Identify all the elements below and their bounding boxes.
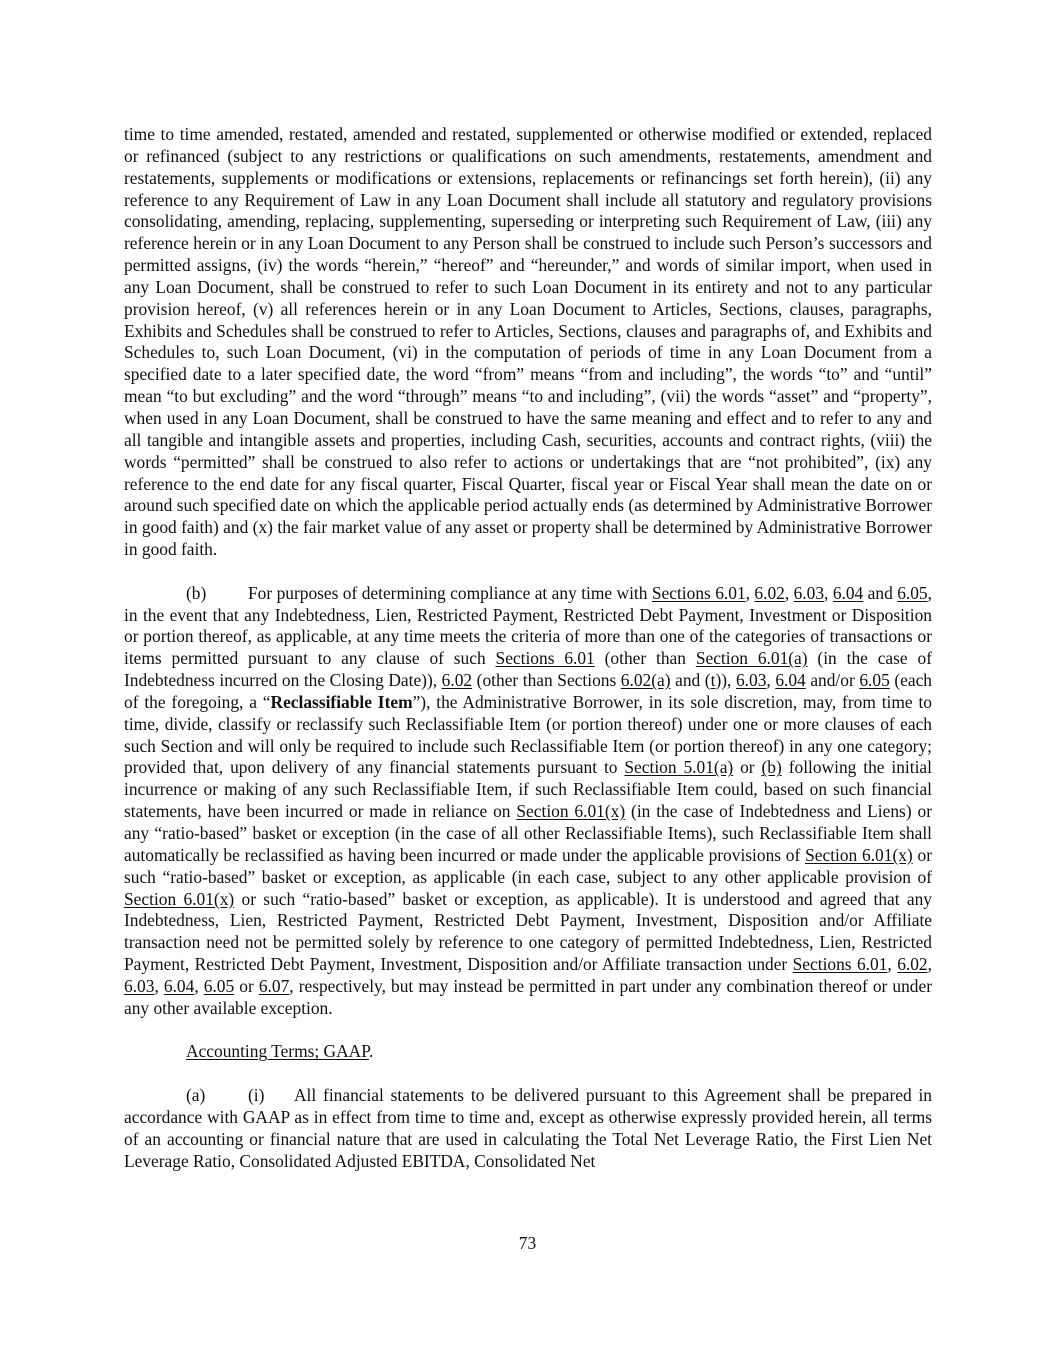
text-run: , <box>824 582 833 603</box>
clause-label-b: (b) <box>186 582 207 603</box>
section-heading-punct: . <box>368 1041 374 1062</box>
section-reference: 6.04 <box>832 582 864 603</box>
text-run: (other than Sections <box>472 670 621 691</box>
section-reference: Sections 6.01 <box>495 648 595 669</box>
text-run: or such “ratio-based” basket or exception, as applicable (in each case, subject to any other applicable provision of <box>124 844 932 887</box>
section-reference: Section 6.01(x) <box>805 844 913 865</box>
section-reference: Sections 6.01 <box>792 954 888 975</box>
paragraph-gap <box>124 1020 932 1042</box>
section-reference: 6.03 <box>735 670 767 691</box>
defined-term: Reclassifiable Item <box>270 691 413 712</box>
section-heading-title: Accounting Terms; GAAP <box>186 1041 369 1062</box>
section-reference: (b) <box>761 757 782 778</box>
text-run: and ( <box>670 670 711 691</box>
text-run: or such “ratio-based” basket or exception, as applicable). It is understood and agreed that any Indebtedness, Lien, Restricted Payment, Restricted Debt Payment, Investment, Disposition and/or Affiliate transaction need not be permitted solely by reference to one category of permitted Indebtedness, Lien, Restricted Payment, Restricted Debt Payment, Investment, Disposition and/or Affiliate transaction under <box>124 888 932 975</box>
document-page <box>124 124 932 1173</box>
section-reference: 6.04 <box>775 670 806 691</box>
section-reference: 6.02 <box>441 670 473 691</box>
text-run: , <box>766 670 776 691</box>
text-run: ”), the Administrative Borrower, in its sole discretion, may, from time to time, divide, classify or reclassify such Reclassifiable Item (or portion thereof) under one or more clauses of each such Section and will only be required to include such Reclassifiable Item (or portion thereof) in any one category; provided that, upon delivery of any financial statements pursuant to <box>124 691 932 778</box>
paragraph-gap <box>124 1063 932 1085</box>
page-number: 73 <box>518 1233 537 1253</box>
paragraph-a <box>124 1085 932 1172</box>
section-reference: 6.05 <box>897 582 928 603</box>
section-reference: Section 6.01(x) <box>516 801 626 822</box>
section-reference: t <box>710 670 716 691</box>
text-run: , respectively, but may instead be permitted in part under any combination thereof or under any other available exception. <box>124 975 932 1018</box>
section-reference: 6.03 <box>793 582 825 603</box>
text-run: )), <box>715 670 736 691</box>
text-run: or <box>733 757 762 778</box>
text-run: (other than <box>594 648 696 669</box>
paragraph-continuation: time to time amended, restated, amended and restated, supplemented or otherwise modified or extended, replaced or refinanced (subject to any restrictions or qualifications on such amendments, restatements, amendment and restatements, supplements or modifications or extensions, replacements or refinancings set forth herein), (ii) any reference to any Requirement of Law in any Loan Document shall include all statutory and regulatory provisions consolidating, amending, replacing, supplementing, superseding or interpreting such Requirement of Law, (iii) any reference herein or in any Loan Document to any Person shall be construed to include such Person’s successors and permitted assigns, (iv) the words “herein,” “hereof” and “hereunder,” and words of similar import, when used in any Loan Document, shall be construed to refer to such Loan Document in its entirety and not to any particular provision hereof, (v) all references herein or in any Loan Document to Articles, Sections, clauses, paragraphs, Exhibits and Schedules shall be construed to refer to Articles, Sections, clauses and paragraphs of, and Exhibits and Schedules to, such Loan Document, (vi) in the computation of periods of time in any Loan Document from a specified date to a later specified date, the word “from” means “from and including”, the words “to” and “until” mean “to but excluding” and the word “through” means “to and including”, (vii) the words “asset” and “property”, when used in any Loan Document, shall be construed to have the same meaning and effect and to refer to any and all tangible and intangible assets and properties, including Cash, securities, accounts and contract rights, (viii) the words “permitted” shall be construed to also refer to actions or undertakings that are “not prohibited”, (ix) any reference to the end date for any fiscal quarter, Fiscal Quarter, fiscal year or Fiscal Year shall mean the date on or around such specified date on which the applicable period actually ends (as determined by Administrative Borrower in good faith) and (x) the fair market value of any asset or property shall be determined by Administrative Borrower in good faith. <box>124 124 932 560</box>
paragraph-b <box>124 583 932 1020</box>
text-run: , <box>745 582 755 603</box>
text-run: following the initial incurrence or making of any such Reclassifiable Item, if such Reclassifiable Item could, based on such financial statements, have been incurred or made in reliance on <box>124 757 932 822</box>
section-reference: 6.04 <box>163 975 195 996</box>
text-run: or <box>234 975 259 996</box>
section-reference: 6.03 <box>124 975 155 996</box>
section-heading <box>124 1041 932 1063</box>
section-reference: 6.02 <box>754 582 785 603</box>
subclause-label-i: (i) <box>248 1085 265 1106</box>
text-run: , <box>194 975 204 996</box>
section-reference: Section 6.01(x) <box>124 888 235 909</box>
text-run: For purposes of determining compliance at any time with <box>248 582 652 603</box>
text-run: , <box>784 582 794 603</box>
text-run: and <box>863 582 898 603</box>
text-run: (each of the foregoing, a “ <box>124 670 932 712</box>
section-reference: 6.05 <box>859 670 890 691</box>
section-reference: 6.07 <box>258 975 290 996</box>
section-reference: Section 5.01(a) <box>624 757 734 778</box>
text-run: and/or <box>805 670 860 691</box>
section-reference: 6.02(a) <box>620 670 671 691</box>
text-run: (in the case of Indebtedness incurred on the Closing Date)), <box>124 648 932 691</box>
section-reference: 6.05 <box>203 975 235 996</box>
text-run: , <box>154 975 164 996</box>
text-run: , <box>927 954 932 975</box>
section-reference: 6.02 <box>897 954 928 975</box>
section-reference: Section 6.01(a) <box>695 648 808 669</box>
section-reference: Sections 6.01 <box>651 582 746 603</box>
text-run: , <box>887 954 898 975</box>
text-run: , in the event that any Indebtedness, Lien, Restricted Payment, Restricted Debt Payment, Investment or Disposition or portion thereof, as applicable, at any time meets the criteria of more than one of the categories of transactions or items permitted pursuant to any clause of such <box>124 582 932 669</box>
text-run: All financial statements to be delivered pursuant to this Agreement shall be prepared in accordance with GAAP as in effect from time to time and, except as otherwise expressly provided herein, all terms of an accounting or financial nature that are used in calculating the Total Net Leverage Ratio, the First Lien Net Leverage Ratio, Consolidated Adjusted EBITDA, Consolidated Net <box>124 1085 932 1171</box>
text-run: (in the case of Indebtedness and Liens) or any “ratio-based” basket or exception (in the case of all other Reclassifiable Items), such Reclassifiable Item shall automatically be reclassified as having been incurred or made under the applicable provisions of <box>124 801 932 865</box>
paragraph-gap <box>124 561 932 583</box>
clause-label-a: (a) <box>186 1085 206 1106</box>
